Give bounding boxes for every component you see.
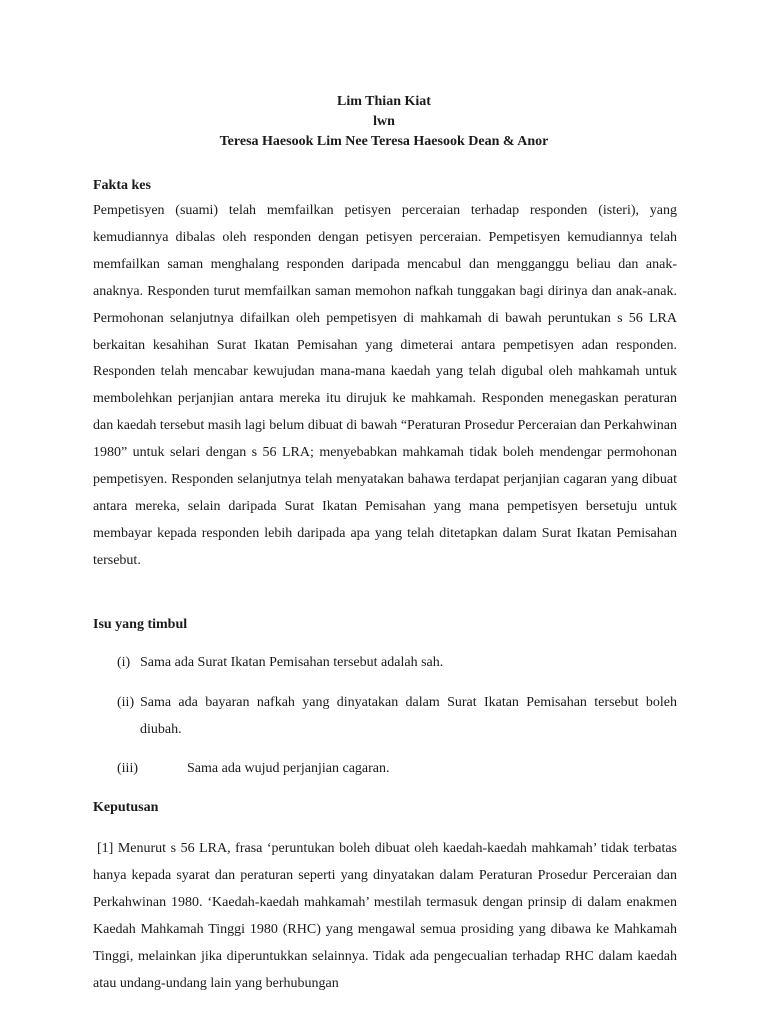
case-title — [0, 92, 768, 152]
decision-paragraph: [1] Menurut s 56 LRA, frasa ‘peruntukan boleh dibuat oleh kaedah-kaedah mahkamah’ tidak terbatas hanya kepada syarat dan peraturan seperti yang dinyatakan dalam Peraturan Prosedur Perceraian dan Perkahwinan 1980. ‘Kaedah-kaedah mahkamah’ mestilah termasuk dengan prinsip di dalam enakmen Kaedah Mahkamah Tinggi 1980 (RHC) yang mengawal semua prosiding yang dibawa ke Mahkamah Tinggi, melainkan jika diperuntukkan selainnya. Tidak ada pengecualian terhadap RHC dalam kaedah atau undang-undang lain yang berhubungan — [93, 841, 677, 991]
facts-paragraph: Pempetisyen (suami) telah memfailkan petisyen perceraian terhadap responden (isteri), yang kemudiannya dibalas oleh responden dengan petisyen perceraian. Pempetisyen kemudiannya telah memfailkan saman menghalang responden daripada mencabul dan mengganggu beliau dan anak-anaknya. Responden turut memfailkan saman memohon nafkah tunggakan bagi dirinya dan anak-anak. Permohonan selanjutnya difailkan oleh pempetisyen di mahkamah di bawah peruntukan s 56 LRA berkaitan kesahihan Surat Ikatan Pemisahan yang dimeterai antara pempetisyen adan responden. Responden telah mencabar kewujudan mana-mana kaedah yang telah digubal oleh mahkamah untuk membolehkan perjanjian antara mereka itu dirujuk ke mahkamah. Responden menegaskan peraturan dan kaedah tersebut masih lagi belum dibuat di bawah “Peraturan Prosedur Perceraian dan Perkahwinan 1980” untuk selari dengan s 56 LRA; menyebabkan mahkamah tidak boleh mendengar permohonan pempetisyen. Responden selanjutnya telah menyatakan bahawa terdapat perjanjian cagaran yang dibuat antara mereka, selain daripada Surat Ikatan Pemisahan yang mana pempetisyen bersetuju untuk membayar kepada responden lebih daripada apa yang telah ditetapkan dalam Surat Ikatan Pemisahan tersebut. — [93, 203, 677, 568]
title-party-2: Teresa Haesook Lim Nee Teresa Haesook Dean & Anor — [219, 134, 549, 149]
issue-number: (i) — [117, 655, 131, 670]
issue-text: Sama ada wujud perjanjian cagaran. — [187, 761, 390, 776]
facts-heading: Fakta kes — [93, 178, 151, 193]
issues-heading: Isu yang timbul — [93, 617, 188, 632]
issue-text: Sama ada bayaran nafkah yang dinyatakan dalam Surat Ikatan Pemisahan tersebut boleh diubah. — [140, 695, 677, 737]
title-versus: lwn — [373, 114, 395, 129]
title-party-1: Lim Thian Kiat — [337, 94, 431, 109]
issue-text: Sama ada Surat Ikatan Pemisahan tersebut adalah sah. — [140, 655, 444, 670]
decision-heading: Keputusan — [93, 800, 159, 815]
issue-number: (ii) — [117, 695, 135, 710]
issue-number: (iii) — [117, 761, 138, 776]
